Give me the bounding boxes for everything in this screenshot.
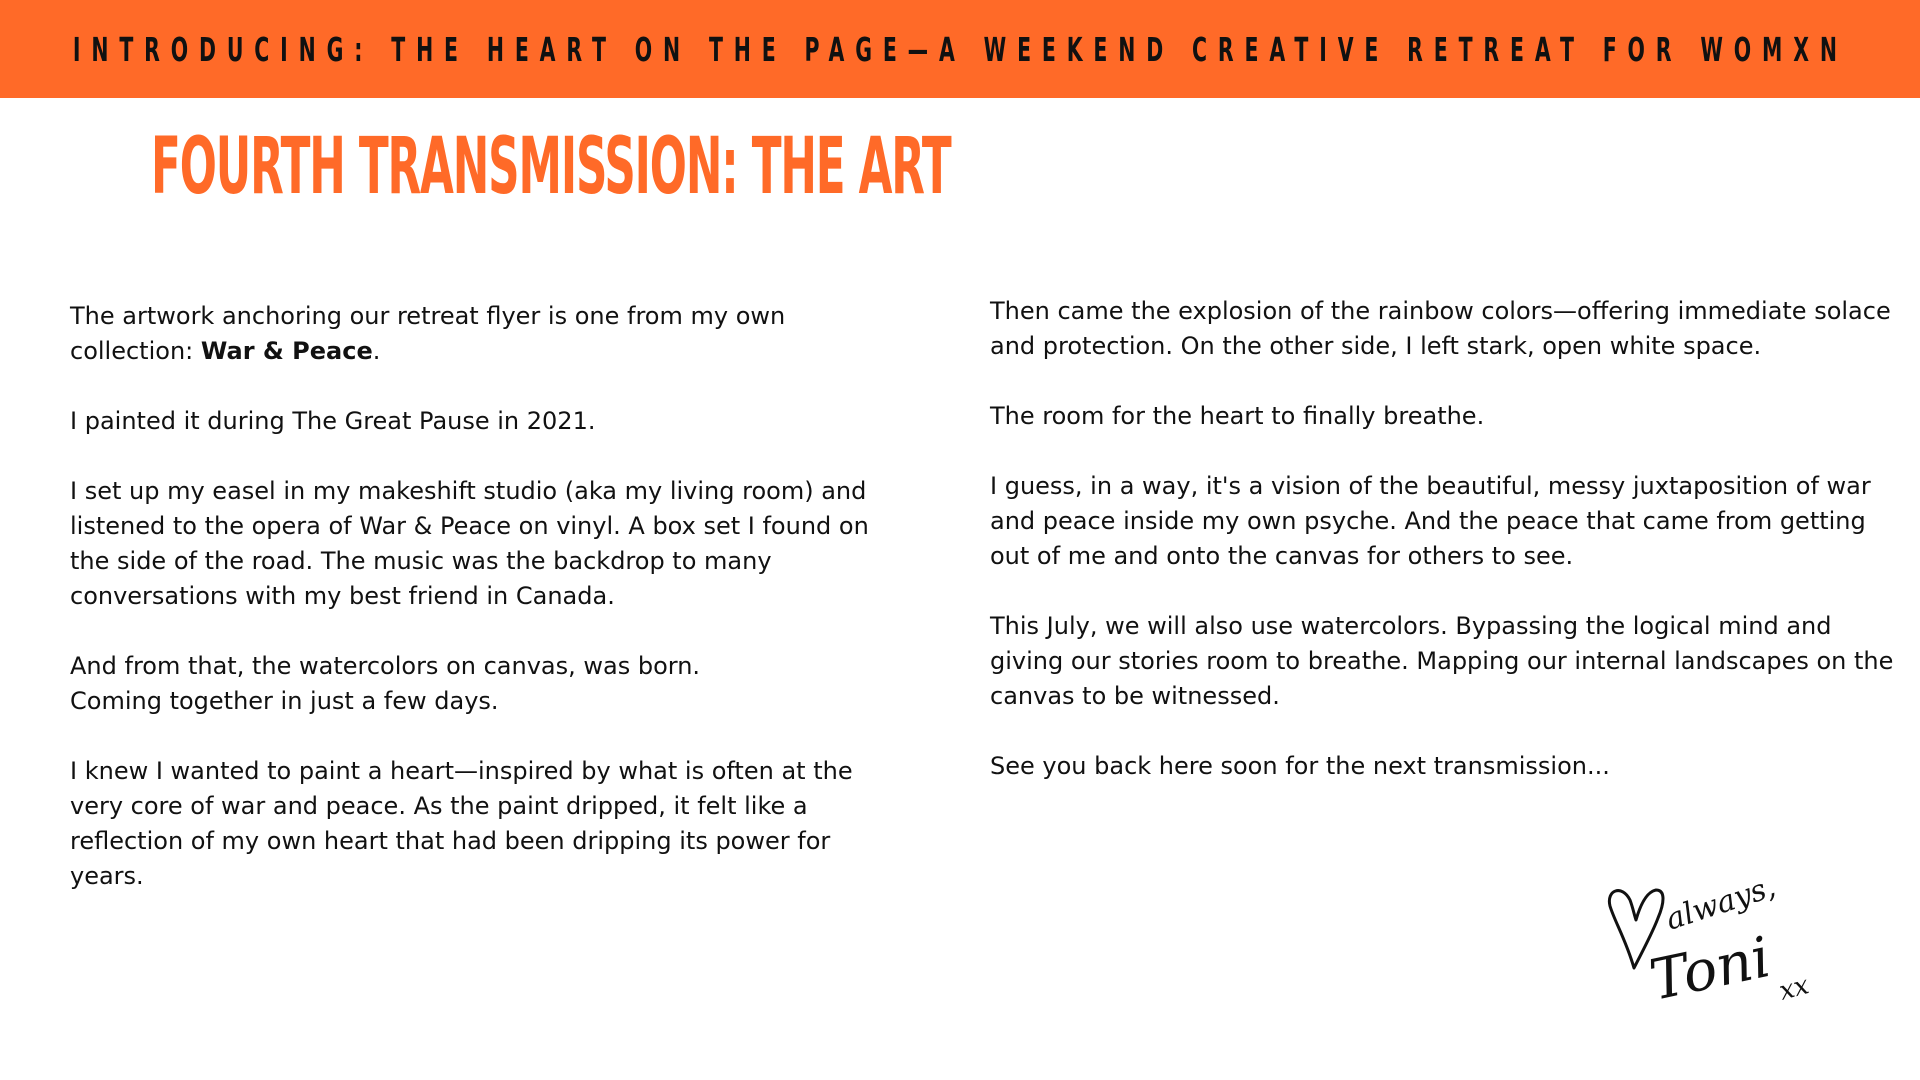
artwork-intro-end: . (372, 337, 381, 365)
paragraph-easel: I set up my easel in my makeshift studio (aka my living room) and listened to the opera of War & Peace on vinyl. A box set I found on the side of the road. The music was the backdrop to many conversations with my best friend in Canada. (70, 477, 869, 610)
signature-always: always, (1661, 870, 1780, 938)
paragraph-born (70, 649, 870, 719)
top-banner (0, 0, 1920, 98)
born-line-2: Coming together in just a few days. (70, 687, 499, 715)
paragraph-see-you: See you back here soon for the next transmission... (990, 752, 1610, 780)
banner-text: INTRODUCING: THE HEART ON THE PAGE—A WEEKEND CREATIVE RETREAT FOR WOMXN (72, 29, 1848, 69)
left-column (70, 299, 870, 929)
paragraph-room-to-breathe: The room for the heart to finally breathe. (990, 402, 1485, 430)
paragraph-great-pause: I painted it during The Great Pause in 2021. (70, 407, 596, 435)
page-title: FOURTH TRANSMISSION: THE ART (151, 122, 951, 212)
signature-drawing (1600, 870, 1830, 1050)
right-column (990, 294, 1900, 819)
born-line-1: And from that, the watercolors on canvas, was born. (70, 652, 701, 680)
paragraph-artwork-intro (70, 299, 870, 369)
paragraph-watercolors: This July, we will also use watercolors. Bypassing the logical mind and giving our stories room to breathe. Mapping our internal landscapes on the canvas to be witnessed. (990, 612, 1894, 710)
paragraph-rainbow: Then came the explosion of the rainbow colors—offering immediate solace and protection. On the other side, I left stark, open white space. (990, 297, 1891, 360)
artwork-title: War & Peace (200, 337, 373, 365)
artwork-intro-text: The artwork anchoring our retreat flyer is one from my own collection: (70, 302, 786, 365)
paragraph-heart: I knew I wanted to paint a heart—inspired by what is often at the very core of war and peace. As the paint dripped, it felt like a reflection of my own heart that had been dripping its power for years. (70, 757, 853, 890)
signature-kisses: xx (1776, 970, 1813, 1007)
signature (1600, 870, 1830, 1050)
paragraph-juxtaposition: I guess, in a way, it's a vision of the beautiful, messy juxtaposition of war and peace inside my own psyche. And the peace that came from getting out of me and onto the canvas for others to see. (990, 472, 1871, 570)
signature-name: Toni (1644, 925, 1776, 1014)
